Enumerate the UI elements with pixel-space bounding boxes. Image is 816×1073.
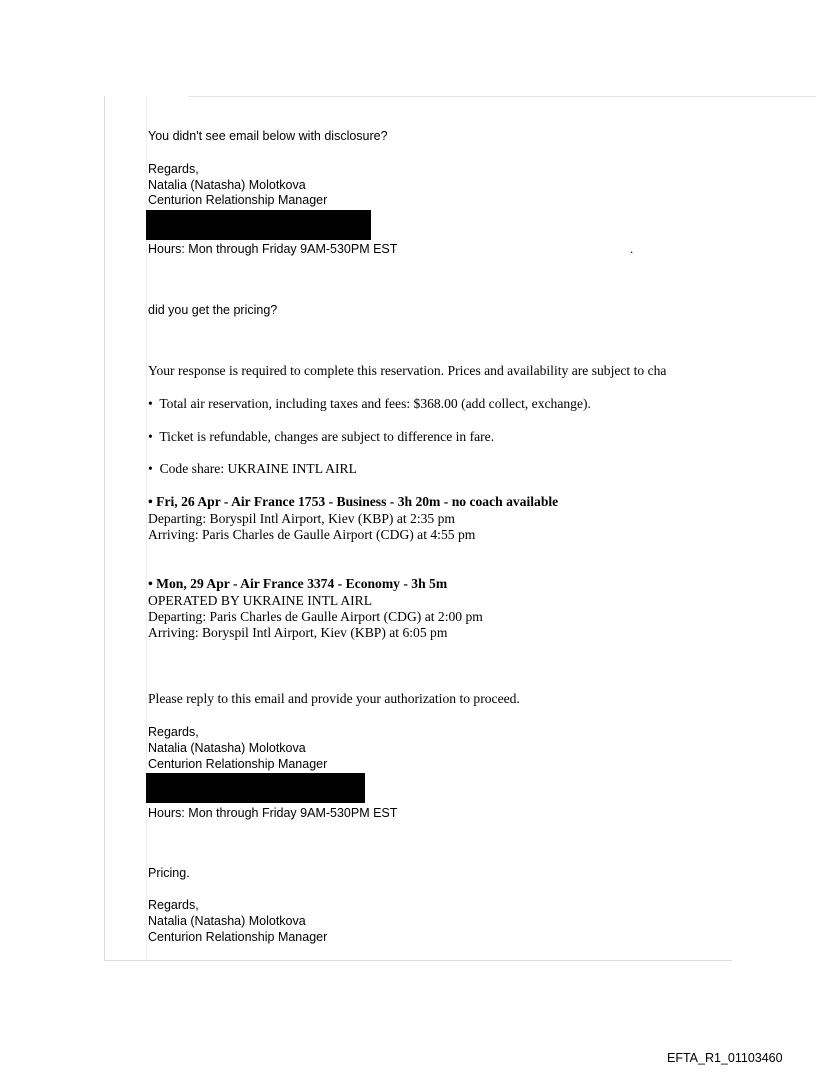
flight-arriving: Arriving: Boryspil Intl Airport, Kiev (KBP) at 6:05 pm — [148, 625, 448, 640]
bullet-text: Total air reservation, including taxes and fees: $368.00 (add collect, exchange). — [159, 396, 591, 411]
email-question-pricing: did you get the pricing? — [148, 303, 278, 317]
quote-rule-bottom — [104, 960, 732, 961]
signature-name: Natalia (Natasha) Molotkova — [148, 178, 306, 192]
pricing-note: Pricing. — [148, 866, 190, 880]
signature-name: Natalia (Natasha) Molotkova — [148, 741, 306, 755]
signature-title: Centurion Relationship Manager — [148, 757, 328, 771]
signature-hours: Hours: Mon through Friday 9AM-530PM EST — [148, 242, 398, 256]
bullet-text: Ticket is refundable, changes are subject to difference in fare. — [159, 429, 495, 444]
flight-departing: Departing: Paris Charles de Gaulle Airport (CDG) at 2:00 pm — [148, 609, 483, 624]
signature-regards: Regards, — [148, 898, 199, 912]
flight-departing: Departing: Boryspil Intl Airport, Kiev (KBP) at 2:35 pm — [148, 511, 455, 526]
quote-rule-top — [188, 96, 816, 97]
signature-hours: Hours: Mon through Friday 9AM-530PM EST — [148, 806, 398, 820]
signature-trailing-dot: . — [630, 242, 634, 256]
flight-operated-by: OPERATED BY UKRAINE INTL AIRL — [148, 593, 373, 608]
bullet-item: • Total air reservation, including taxes and fees: $368.00 (add collect, exchange). — [148, 396, 591, 411]
signature-name: Natalia (Natasha) Molotkova — [148, 914, 306, 928]
bullet-item: • Code share: UKRAINE INTL AIRL — [148, 461, 357, 476]
reservation-response-line: Your response is required to complete this reservation. Prices and availability are subject to cha — [148, 363, 667, 378]
signature-title: Centurion Relationship Manager — [148, 193, 328, 207]
authorization-request: Please reply to this email and provide your authorization to proceed. — [148, 691, 520, 706]
flight-heading: • Mon, 29 Apr - Air France 3374 - Economy - 3h 5m — [148, 576, 448, 591]
flight-arriving: Arriving: Paris Charles de Gaulle Airport (CDG) at 4:55 pm — [148, 527, 476, 542]
flight-heading-text: Mon, 29 Apr - Air France 3374 - Economy - 3h 5m — [156, 576, 448, 591]
signature-regards: Regards, — [148, 725, 199, 739]
quote-rule-left — [104, 96, 105, 960]
bullet-text: Code share: UKRAINE INTL AIRL — [159, 461, 357, 476]
flight-heading-text: Fri, 26 Apr - Air France 1753 - Business - 3h 20m - no coach available — [156, 494, 559, 509]
redaction-bar — [146, 773, 365, 803]
flight-heading: • Fri, 26 Apr - Air France 1753 - Business - 3h 20m - no coach available — [148, 494, 559, 509]
signature-title: Centurion Relationship Manager — [148, 930, 328, 944]
bullet-item: • Ticket is refundable, changes are subject to difference in fare. — [148, 429, 495, 444]
email-question-disclosure: You didn't see email below with disclosure? — [148, 129, 388, 143]
redaction-bar — [146, 210, 371, 240]
document-id-footer: EFTA_R1_01103460 — [667, 1051, 783, 1065]
signature-regards: Regards, — [148, 162, 199, 176]
